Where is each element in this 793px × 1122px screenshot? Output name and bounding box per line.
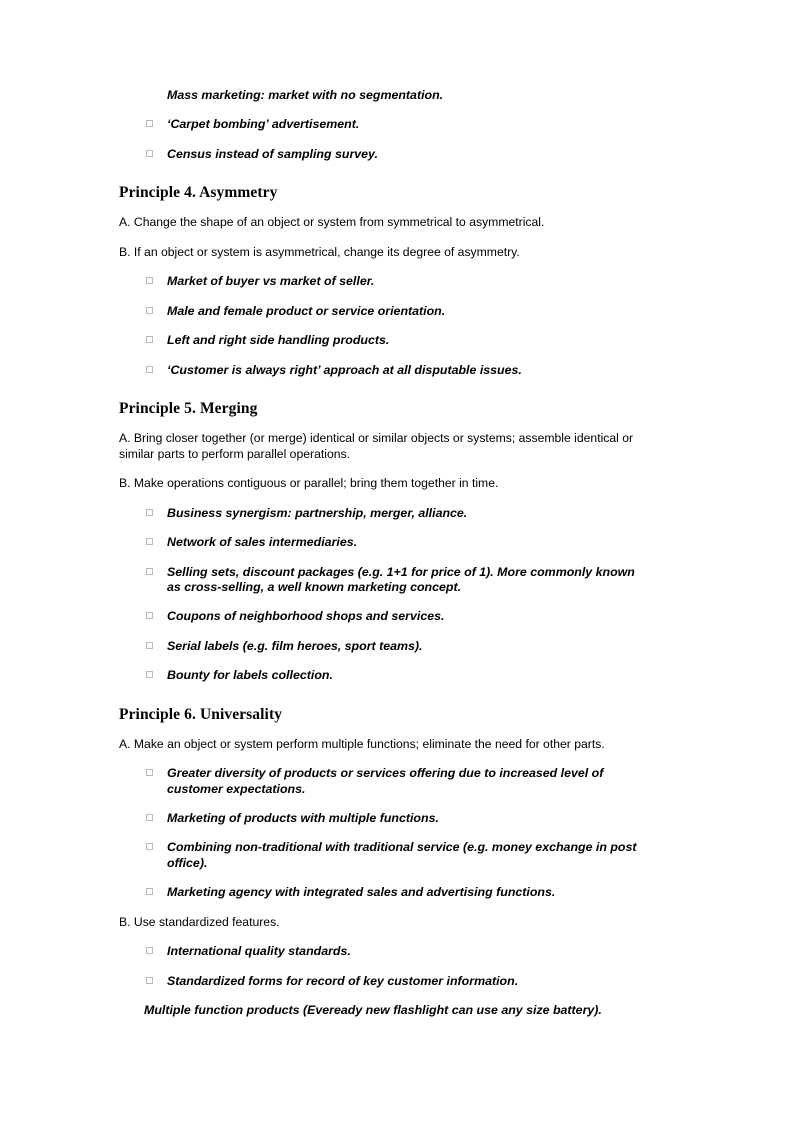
list-item	[119, 333, 671, 348]
list-item	[119, 565, 647, 596]
paragraph-principle-5-b: B. Make operations contiguous or parallel; bring them together in time.	[119, 476, 499, 491]
bullet-box-icon	[146, 538, 153, 545]
bullet-box-icon	[146, 814, 153, 821]
list-item	[119, 668, 671, 683]
paragraph-principle-6-a: A. Make an object or system perform multiple functions; eliminate the need for other parts.	[119, 736, 605, 751]
list-item	[119, 974, 671, 989]
section-heading-principle-5: Principle 5. Merging	[119, 400, 258, 418]
list-item	[119, 304, 671, 319]
bullet-box-icon	[146, 671, 153, 678]
list-item	[119, 766, 647, 797]
list-item	[119, 147, 671, 162]
section-heading-principle-4: Principle 4. Asymmetry	[119, 184, 278, 202]
list-item-label: ‘Customer is always right’ approach at all disputable issues.	[167, 362, 522, 377]
bullet-box-icon	[146, 307, 153, 314]
paragraph-principle-6-b: B. Use standardized features.	[119, 914, 280, 929]
list-item-label: Network of sales intermediaries.	[167, 535, 358, 550]
list-item	[119, 535, 671, 550]
list-item-label: Selling sets, discount packages (e.g. 1+1 for price of 1). More commonly known as cross-selling, a well known marketing concept.	[167, 564, 635, 595]
bullet-box-icon	[146, 366, 153, 373]
list-item-label: International quality standards.	[167, 944, 351, 959]
paragraph-principle-5-a: A. Bring closer together (or merge) identical or similar objects or systems; assemble identical or similar parts to perform parallel operations.	[119, 431, 634, 461]
list-item	[119, 885, 671, 900]
list-item-label: Coupons of neighborhood shops and services.	[167, 609, 445, 624]
bullet-box-icon	[146, 509, 153, 516]
bullet-box-icon	[146, 150, 153, 157]
list-item-label: Marketing agency with integrated sales and advertising functions.	[167, 885, 556, 900]
list-item-label: Bounty for labels collection.	[167, 668, 333, 683]
list-item-label: Greater diversity of products or services offering due to increased level of customer expectations.	[167, 766, 604, 796]
bullet-box-icon	[146, 977, 153, 984]
document-content	[119, 88, 671, 1019]
list-item-label: ‘Carpet bombing’ advertisement.	[167, 117, 360, 132]
list-item	[119, 506, 671, 521]
list-item-label: Standardized forms for record of key customer information.	[167, 973, 519, 988]
list-item-label: Male and female product or service orientation.	[167, 303, 446, 318]
list-item	[119, 88, 671, 103]
list-item	[119, 840, 647, 871]
bullet-box-icon	[146, 120, 153, 127]
bullet-box-icon	[146, 769, 153, 776]
list-item	[119, 944, 671, 959]
list-item-label: Combining non-traditional with traditional service (e.g. money exchange in post office).	[167, 840, 637, 870]
section-heading-principle-6: Principle 6. Universality	[119, 705, 283, 723]
closing-note: Multiple function products (Eveready new flashlight can use any size battery).	[144, 1003, 602, 1018]
bullet-box-icon	[146, 642, 153, 649]
list-item	[119, 609, 671, 624]
list-item-label: Mass marketing: market with no segmentation.	[167, 88, 444, 102]
list-item-label: Business synergism: partnership, merger, alliance.	[167, 505, 468, 520]
bullet-box-icon	[146, 277, 153, 284]
bullet-box-icon	[146, 336, 153, 343]
bullet-box-icon	[146, 947, 153, 954]
list-item-label: Left and right side handling products.	[167, 333, 390, 348]
list-item	[119, 639, 671, 654]
bullet-box-icon	[146, 888, 153, 895]
list-item-label: Serial labels (e.g. film heroes, sport teams).	[167, 638, 423, 653]
list-item	[119, 811, 671, 826]
list-item	[119, 274, 671, 289]
list-item-label: Market of buyer vs market of seller.	[167, 274, 375, 289]
list-item-label: Marketing of products with multiple functions.	[167, 811, 439, 826]
bullet-box-icon	[146, 568, 153, 575]
bullet-box-icon	[146, 612, 153, 619]
list-item	[119, 117, 671, 132]
paragraph-principle-4-b: B. If an object or system is asymmetrical, change its degree of asymmetry.	[119, 244, 520, 259]
bullet-box-icon	[146, 843, 153, 850]
paragraph-principle-4-a: A. Change the shape of an object or system from symmetrical to asymmetrical.	[119, 215, 545, 230]
list-item-label: Census instead of sampling survey.	[167, 146, 378, 161]
list-item	[119, 363, 671, 378]
